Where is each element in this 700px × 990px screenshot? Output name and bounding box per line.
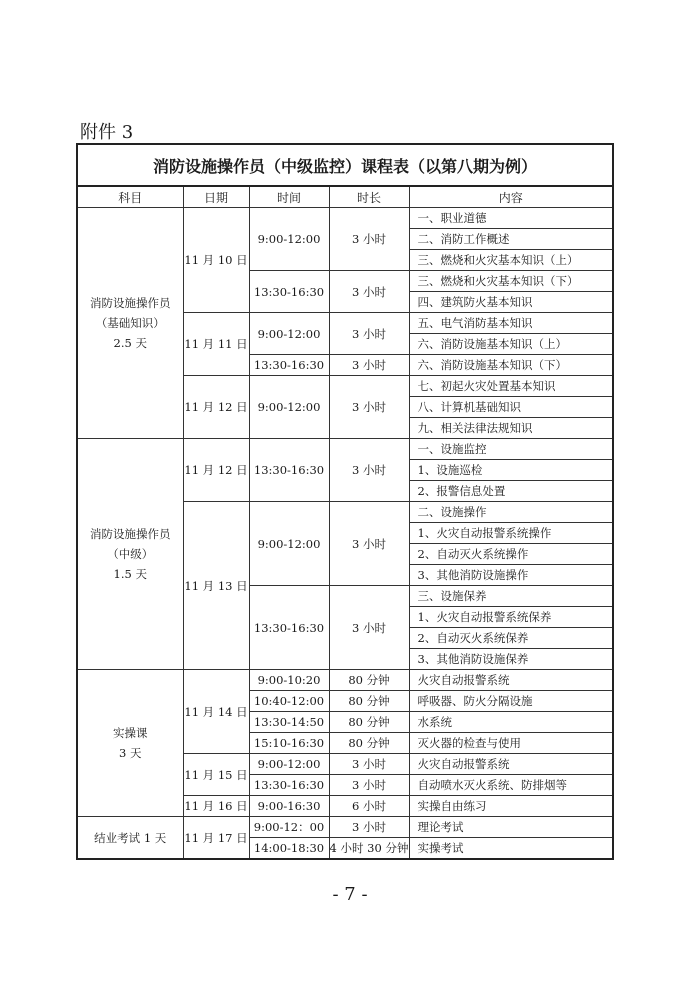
date-cell: 11 月 16 日 [183,796,249,817]
duration-cell: 3 小时 [329,355,409,376]
time-cell: 9:00-12:00 [249,313,329,355]
subject-days: 2.5 天 [113,336,147,350]
content-cell: 水系统 [409,712,613,733]
date-cell: 11 月 12 日 [183,376,249,439]
content-cell: 火灾自动报警系统 [409,670,613,691]
table-header-row [77,186,613,208]
content-cell: 七、初起火灾处置基本知识 [409,376,613,397]
table-title-row [77,144,613,186]
time-cell: 13:30-16:30 [249,355,329,376]
content-cell: 二、设施操作 [409,502,613,523]
header-time: 时间 [249,186,329,208]
content-cell: 三、设施保养 [409,586,613,607]
subject-name: 实操课 [113,726,148,740]
time-cell: 13:30-16:30 [249,586,329,670]
table-title: 消防设施操作员（中级监控）课程表（以第八期为例） [77,144,613,186]
date-cell: 11 月 14 日 [183,670,249,754]
content-cell: 理论考试 [409,817,613,838]
content-cell: 四、建筑防火基本知识 [409,292,613,313]
time-cell: 9:00-12：00 [249,817,329,838]
content-cell: 火灾自动报警系统 [409,754,613,775]
duration-cell: 80 分钟 [329,733,409,754]
subject-days: 1.5 天 [113,567,147,581]
subject-name: 消防设施操作员 [90,296,171,310]
duration-cell: 3 小时 [329,313,409,355]
time-cell: 13:30-14:50 [249,712,329,733]
header-subject: 科目 [77,186,183,208]
time-cell: 9:00-12:00 [249,502,329,586]
duration-cell: 3 小时 [329,271,409,313]
subject-subtitle: （基础知识） [95,316,165,330]
content-cell: 1、火灾自动报警系统操作 [409,523,613,544]
duration-cell: 3 小时 [329,502,409,586]
subject-days: 3 天 [119,746,142,760]
time-cell: 9:00-10:20 [249,670,329,691]
duration-cell: 3 小时 [329,376,409,439]
content-cell: 实操自由练习 [409,796,613,817]
duration-cell: 3 小时 [329,754,409,775]
content-cell: 3、其他消防设施保养 [409,649,613,670]
content-cell: 2、自动灭火系统操作 [409,544,613,565]
table-row [77,439,613,460]
content-cell: 二、消防工作概述 [409,229,613,250]
content-cell: 1、设施巡检 [409,460,613,481]
content-cell: 九、相关法律法规知识 [409,418,613,439]
time-cell: 9:00-12:00 [249,208,329,271]
content-cell: 2、报警信息处置 [409,481,613,502]
duration-cell: 4 小时 30 分钟 [329,838,409,860]
duration-cell: 80 分钟 [329,712,409,733]
duration-cell: 3 小时 [329,439,409,502]
content-cell: 2、自动灭火系统保养 [409,628,613,649]
subject-cell [77,208,183,439]
content-cell: 自动喷水灭火系统、防排烟等 [409,775,613,796]
time-cell: 9:00-12:00 [249,376,329,439]
time-cell: 10:40-12:00 [249,691,329,712]
content-cell: 三、燃烧和火灾基本知识（下） [409,271,613,292]
duration-cell: 80 分钟 [329,670,409,691]
time-cell: 15:10-16:30 [249,733,329,754]
date-cell: 11 月 12 日 [183,439,249,502]
duration-cell: 3 小时 [329,817,409,838]
header-content: 内容 [409,186,613,208]
subject-subtitle: （中级） [107,547,154,561]
attachment-label: 附件 3 [80,122,134,143]
duration-cell: 6 小时 [329,796,409,817]
table-row [77,670,613,691]
time-cell: 14:00-18:30 [249,838,329,860]
date-cell: 11 月 15 日 [183,754,249,796]
date-cell: 11 月 17 日 [183,817,249,860]
content-cell: 实操考试 [409,838,613,860]
page-number: - 7 - [332,884,368,905]
time-cell: 9:00-12:00 [249,754,329,775]
subject-cell [77,439,183,670]
time-cell: 9:00-16:30 [249,796,329,817]
table-row [77,817,613,838]
content-cell: 1、火灾自动报警系统保养 [409,607,613,628]
content-cell: 呼吸器、防火分隔设施 [409,691,613,712]
content-cell: 一、职业道德 [409,208,613,229]
content-cell: 五、电气消防基本知识 [409,313,613,334]
content-cell: 3、其他消防设施操作 [409,565,613,586]
content-cell: 六、消防设施基本知识（上） [409,334,613,355]
date-cell: 11 月 10 日 [183,208,249,313]
duration-cell: 3 小时 [329,586,409,670]
duration-cell: 3 小时 [329,775,409,796]
date-cell: 11 月 13 日 [183,502,249,670]
subject-name: 消防设施操作员 [90,527,171,541]
content-cell: 六、消防设施基本知识（下） [409,355,613,376]
subject-cell: 结业考试 1 天 [77,817,183,860]
date-cell: 11 月 11 日 [183,313,249,376]
content-cell: 三、燃烧和火灾基本知识（上） [409,250,613,271]
time-cell: 13:30-16:30 [249,271,329,313]
content-cell: 一、设施监控 [409,439,613,460]
content-cell: 八、计算机基础知识 [409,397,613,418]
time-cell: 13:30-16:30 [249,775,329,796]
subject-cell [77,670,183,817]
duration-cell: 80 分钟 [329,691,409,712]
header-duration: 时长 [329,186,409,208]
duration-cell: 3 小时 [329,208,409,271]
content-cell: 灭火器的检查与使用 [409,733,613,754]
table-row [77,208,613,229]
time-cell: 13:30-16:30 [249,439,329,502]
header-date: 日期 [183,186,249,208]
course-schedule-table [76,143,614,860]
